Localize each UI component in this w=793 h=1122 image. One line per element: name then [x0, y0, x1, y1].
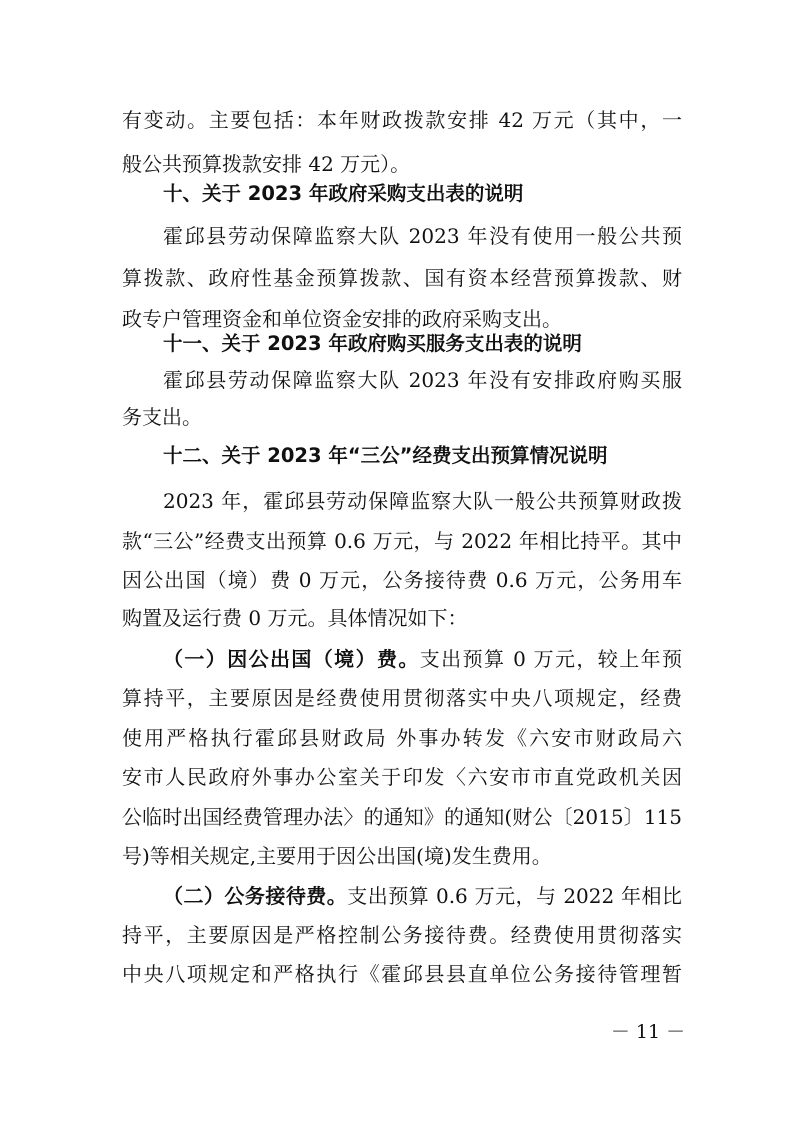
body-text-line: 2023 年，霍邱县劳动保障监察大队一般公共预算财政拨: [163, 489, 682, 513]
page-number: － 11 －: [610, 1021, 686, 1043]
body-text-line: 款“三公”经费支出预算 0.6 万元，与 2022 年相比持平。其中: [122, 529, 682, 553]
body-text-line: 霍邱县劳动保障监察大队 2023 年没有安排政府购买服: [163, 368, 682, 392]
section-heading-11: 十一、关于 2023 年政府购买服务支出表的说明: [163, 332, 582, 355]
body-text-line: 公临时出国经费管理办法〉的通知》的通知(财公〔2015〕115: [122, 805, 682, 829]
subsection-lead-rest: 支出预算 0 万元，较上年预: [419, 647, 682, 671]
body-text-line: 政专户管理资金和单位资金安排的政府采购支出。: [122, 307, 562, 331]
body-text-line: 安市人民政府外事办公室关于印发〈六安市市直党政机关因: [122, 765, 682, 789]
body-text-line: 务支出。: [122, 405, 202, 429]
body-text-line: 中央八项规定和严格执行《霍邱县县直单位公务接待管理暂: [122, 962, 682, 986]
subsection-paragraph-first-line: [163, 637, 682, 681]
body-text-line: 持平，主要原因是严格控制公务接待费。经费使用贯彻落实: [122, 923, 682, 947]
subsection-paragraph-first-line: [163, 874, 682, 918]
body-text-line: 因公出国（境）费 0 万元，公务接待费 0.6 万元，公务用车: [122, 568, 682, 592]
body-text-line: 号)等相关规定,主要用于因公出国(境)发生费用。: [122, 844, 552, 868]
subsection-lead-travel-abroad: （一）因公出国（境）费。: [163, 647, 420, 671]
body-text-line: 算持平，主要原因是经费使用贯彻落实中央八项规定，经费: [122, 686, 682, 710]
section-heading-12: 十二、关于 2023 年“三公”经费支出预算情况说明: [163, 444, 608, 467]
body-text-line: 算拨款、政府性基金预算拨款、国有资本经营预算拨款、财: [122, 266, 682, 290]
section-heading-10: 十、关于 2023 年政府采购支出表的说明: [163, 182, 524, 205]
body-text-line: 有变动。主要包括：本年财政拨款安排 42 万元（其中，一: [122, 108, 682, 132]
subsection-lead-reception: （二）公务接待费。: [163, 884, 348, 908]
body-text-line: 霍邱县劳动保障监察大队 2023 年没有使用一般公共预: [163, 224, 682, 248]
subsection-lead-rest: 支出预算 0.6 万元，与 2022 年相比: [347, 884, 682, 908]
body-text-line: 购置及运行费 0 万元。具体情况如下：: [122, 606, 468, 630]
body-text-line: 使用严格执行霍邱县财政局 外事办转发《六安市财政局六: [122, 726, 682, 750]
body-text-line: 般公共预算拨款安排 42 万元）。: [122, 152, 411, 176]
